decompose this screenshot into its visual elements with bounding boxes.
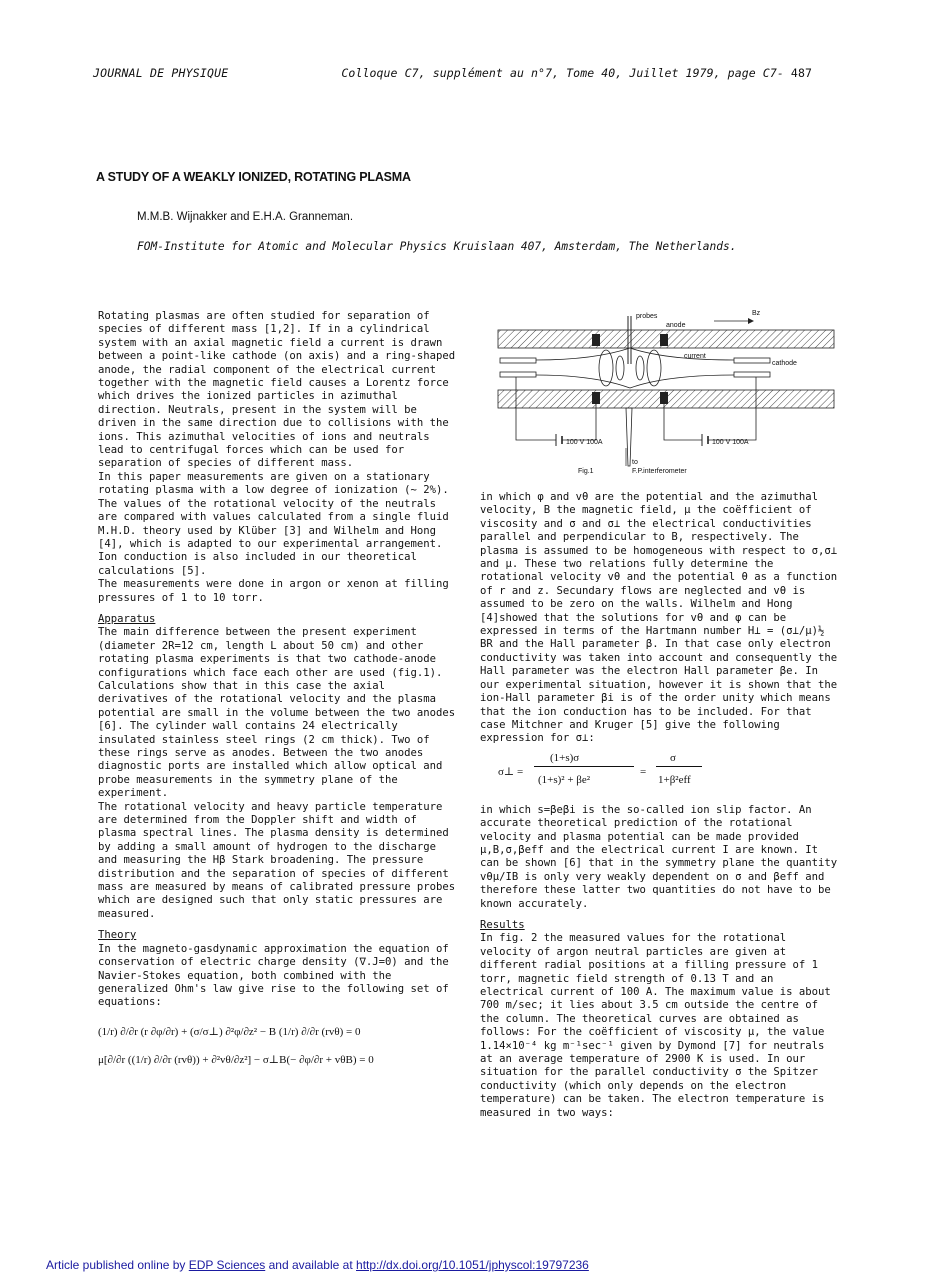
- cathode-left-2: [500, 372, 536, 377]
- equation-1: (1/r) ∂/∂r (r ∂φ/∂r) + (σ/σ⊥) ∂²φ/∂z² − B (1/r) ∂/∂r (rvθ) = 0: [98, 1025, 361, 1038]
- current-label: current: [684, 353, 706, 360]
- plasma-lobe-2: [616, 356, 624, 380]
- article-title: A STUDY OF A WEAKLY IONIZED, ROTATING PLASMA: [96, 170, 411, 184]
- field-arrowhead: [748, 318, 754, 324]
- right-paragraph-2: in which s=βeβi is the so-called ion slip factor. An accurate theoretical prediction of the rotational velocity and plasma potential can be made provided μ,B,σ,βeff and the electrical current I are known. It can be shown [6] that in the symmetry plane the quantity vθμ/IB is only very weakly dependent on σ and βeff and therefore these latter two quantities do not have to be known accurately.: [480, 803, 838, 910]
- cathode-right: [734, 358, 770, 363]
- page-number: 487: [790, 66, 812, 80]
- supply-right-wire: [664, 404, 702, 440]
- anode-left-top: [592, 334, 600, 346]
- apparatus-heading: Apparatus: [98, 612, 156, 625]
- optical-port: [626, 408, 632, 466]
- apparatus-figure: [494, 308, 836, 480]
- colloque-text: Colloque C7, supplément au n°7, Tome 40, Juillet 1979, page C7-: [341, 66, 784, 80]
- right-column: [480, 491, 838, 1120]
- probes-label: probes: [636, 313, 658, 320]
- journal-name: JOURNAL DE PHYSIQUE: [93, 66, 229, 80]
- footer-middle: and available at: [268, 1258, 353, 1272]
- plasma-lobe-4: [647, 350, 661, 386]
- apparatus-paragraph-1: The main difference between the present experiment (diameter 2R=12 cm, length L about 50 cm) and other rotating plasma experiments is that two cathode-anode configurations which face each other are used (fig.1). Calculations show that in this case the axial derivatives of the rotational velocity and the plasma potential are small in the volume between the two anodes [6]. The cylinder wall contains 24 electrically insulated stainless steel rings (2 cm thick). Two of these rings serve as anodes. Between the two anodes diagnostic ports are installed which allow optical and probe measurements in the symmetry plane of the experiment.: [98, 626, 456, 800]
- supply-left-wire: [516, 377, 556, 440]
- equation-2: μ[∂/∂r ((1/r) ∂/∂r (rvθ)) + ∂²vθ/∂z²] − σ⊥B(− ∂φ/∂r + vθB) = 0: [98, 1053, 374, 1066]
- results-paragraph-1: In fig. 2 the measured values for the rotational velocity of argon neutral particles are given at different radial positions at a filling pressure of 1 torr, magnetic field strength of 0.13 T and an electrical current of 100 A. The maximum value is about 700 m/sec; it lies about 3.5 cm outside the centre of the column. The theoretical curves are obtained as follows: For the coëfficient of viscosity μ, the value 1.14×10⁻⁴ kg m⁻¹sec⁻¹ given by Dymond [7] for neutrals at an average temperature of 2900 K is used. In our situation for the parallel conductivity σ the Spitzer conductivity (which only depends on the electron temperature) can be taken. The electron temperature is measured in two ways:: [480, 932, 831, 1119]
- supply-left-wire-2: [562, 404, 596, 440]
- current-line-lower: [536, 375, 734, 388]
- publisher-link[interactable]: EDP Sciences: [188, 1258, 266, 1272]
- anode-right-bottom: [660, 392, 668, 404]
- interferometer-label: F.P.interferometer: [632, 468, 687, 475]
- footer-prefix: Article published online by: [46, 1258, 186, 1272]
- affiliation: FOM-Institute for Atomic and Molecular Physics Kruislaan 407, Amsterdam, The Netherlands.: [137, 240, 737, 253]
- equation-block: [98, 1018, 460, 1074]
- plasma-lobe-3: [636, 356, 644, 380]
- figure-caption: Fig.1: [578, 468, 594, 475]
- left-column: [98, 310, 460, 1084]
- sigma-denominator-1: (1+s)² + βe²: [538, 773, 591, 786]
- field-label: Bz: [752, 310, 761, 317]
- footer: [46, 1258, 589, 1272]
- sigma-numerator-2: σ: [670, 751, 676, 764]
- theory-paragraph-1: In the magneto-gasdynamic approximation the equation of conservation of electric charge density (∇.J=0) and the Navier-Stokes equation, both combined with the generalized Ohm's law give rise to the following set of equations:: [98, 942, 449, 1009]
- sigma-equation: [498, 752, 838, 796]
- supply-left-label: 100 V 100A: [566, 439, 603, 446]
- plasma-lobe-1: [599, 350, 613, 386]
- theory-heading: Theory: [98, 929, 137, 942]
- sigma-numerator-1: (1+s)σ: [550, 751, 580, 764]
- cathode-label: cathode: [772, 360, 797, 367]
- results-heading: Results: [480, 918, 525, 931]
- supply-right-label: 100 V 100A: [712, 439, 749, 446]
- sigma-denominator-2: 1+β²eff: [658, 773, 691, 786]
- intro-paragraph-2: In this paper measurements are given on a stationary rotating plasma with a low degree of ionization (~ 2%). The values of the rotational velocity of the neutrals are compared with values calculated from a single fluid M.H.D. theory used by Klüber [3] and Wilhelm and Hong [4], which is adapted to our experimental arrangement. Ion conduction is also included in our theoretical calculations [5].: [98, 470, 449, 577]
- supply-right-wire-2: [708, 377, 756, 440]
- anode-right-top: [660, 334, 668, 346]
- cathode-right-2: [734, 372, 770, 377]
- to-label: to: [632, 459, 638, 466]
- sigma-lhs: σ⊥ =: [498, 765, 524, 778]
- intro-paragraph-3: The measurements were done in argon or xenon at filling pressures of 1 to 10 torr.: [98, 578, 449, 604]
- sigma-equals: =: [640, 765, 647, 778]
- apparatus-paragraph-2: The rotational velocity and heavy particle temperature are determined from the Doppler shift and width of plasma spectral lines. The plasma density is determined by adding a small amount of hydrogen to the discharge and measuring the Hβ Stark broadening. The pressure distribution and the separation of species of different mass are measured by means of calibrated pressure probes which are designed such that only static pressures are measured.: [98, 800, 456, 920]
- cathode-left: [500, 358, 536, 363]
- anode-left-bottom: [592, 392, 600, 404]
- intro-paragraph-1: Rotating plasmas are often studied for separation of species of different mass [1,2]. If in a cylindrical system with an axial magnetic field a current is drawn between a point-like cathode (on axis) and a ring-shaped anode, the radial component of the electrical current together with the magnetic field causes a Lorentz force which drives the ionized particles in azimuthal direction. Neutrals, present in the system will be driven in the same direction due to collisions with the ions. This azimuthal velocities of ions and neutrals lead to centrifugal forces which can be used for separation of species of different mass.: [98, 310, 456, 470]
- anode-label: anode: [666, 322, 686, 329]
- right-paragraph-1: in which φ and vθ are the potential and the azimuthal velocity, B the magnetic field, μ the coëfficient of viscosity and σ and σ⊥ the electrical conductivities parallel and perpendicular to B, respectively. The plasma is assumed to be homogeneous with respect to σ,σ⊥ and μ. These two relations fully determine the rotational velocity vθ and the potential θ as a function of r and z. Secundary flows are neglected and vθ is assumed to be zero on the walls. Wilhelm and Hong [4]showed that the solutions for vθ and φ can be expressed in terms of the Hartmann number H⊥ = (σ⊥/μ)½ BR and the Hall parameter β. In that case only electron conductivity was taken into account and consequently the Hall parameter was the electron Hall parameter βe. In our experimental situation, however it is shown that the ion-Hall parameter βi is of the order unity which means that the ion conduction has to be included. For that case Mitchner and Kruger [5] give the following expression for σ⊥:: [480, 491, 838, 745]
- issue-info: [341, 66, 812, 80]
- doi-link[interactable]: http://dx.doi.org/10.1051/jphyscol:19797236: [356, 1258, 589, 1272]
- authors: M.M.B. Wijnakker and E.H.A. Granneman.: [137, 211, 354, 223]
